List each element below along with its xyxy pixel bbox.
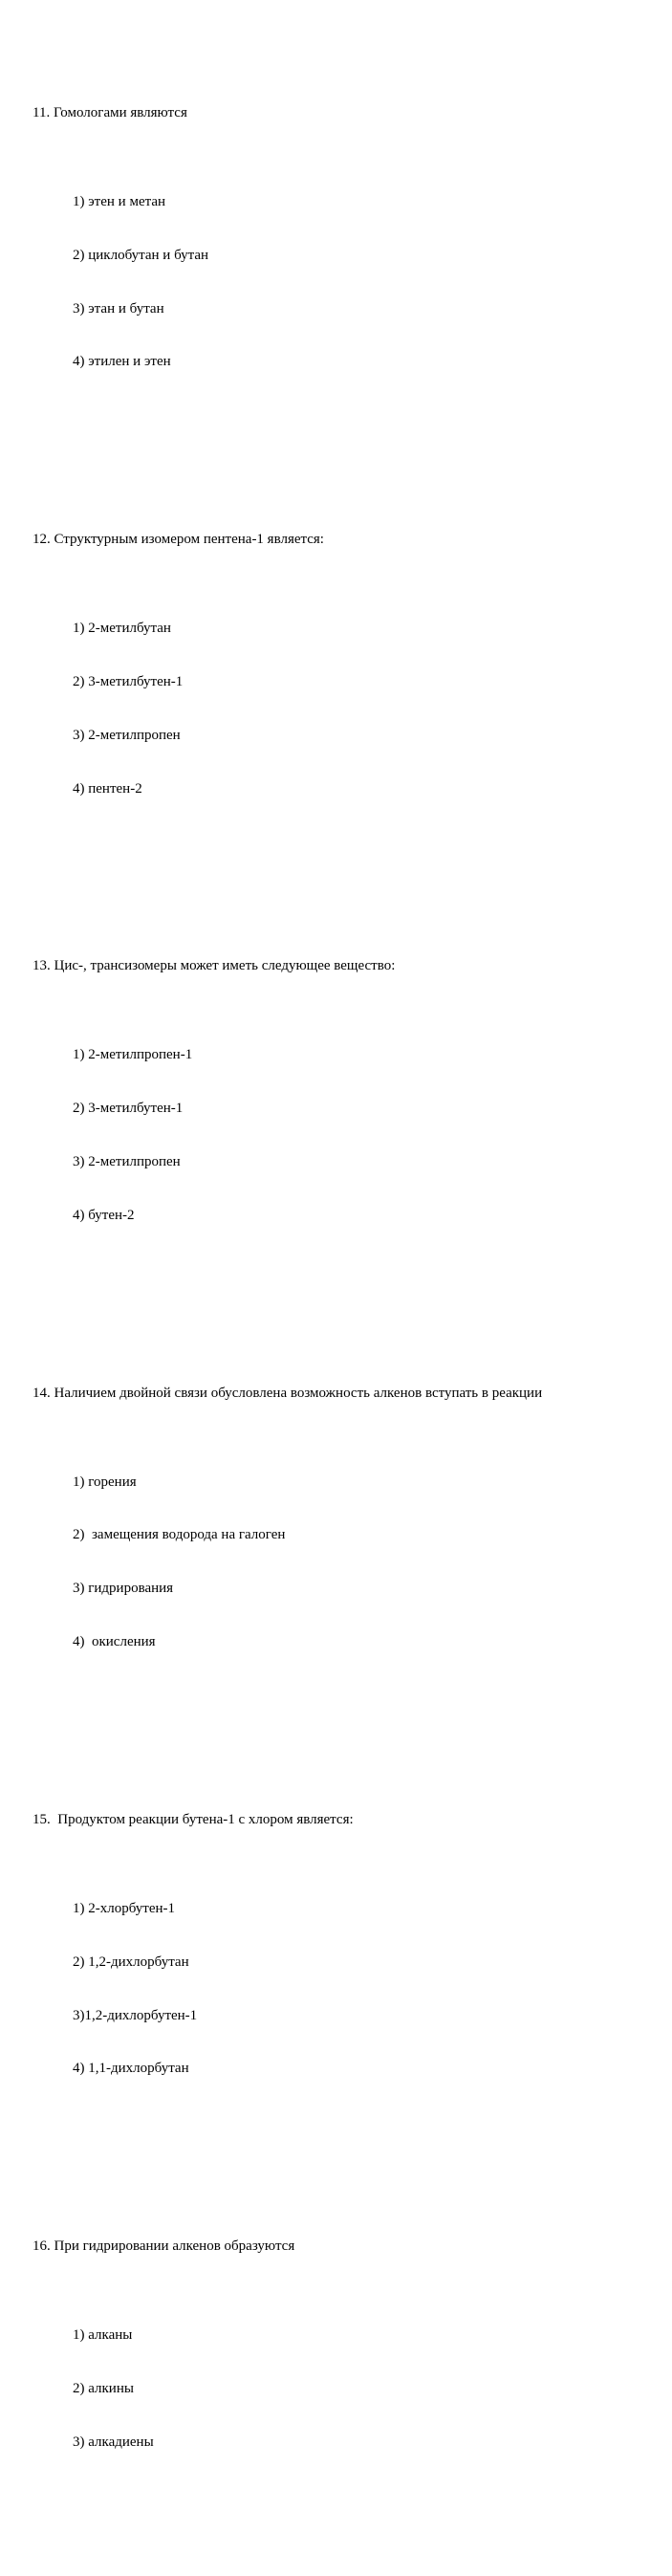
question-14	[33, 1349, 663, 1722]
answer-options	[33, 2291, 663, 2487]
answer-option: 4) этилен и этен	[73, 354, 171, 370]
answer-options	[33, 584, 663, 833]
answer-option: 1) 2-метилпропен-1	[73, 1047, 193, 1063]
question-list	[33, 15, 663, 2576]
question-13	[33, 922, 663, 1295]
answer-options	[33, 1865, 663, 2113]
answer-option: 3) гидрирования	[73, 1581, 174, 1597]
question-text: 13. Цис-, трансизомеры может иметь следующее вещество:	[33, 958, 396, 974]
answer-option: 2) 1,2-дихлорбутан	[73, 1954, 189, 1970]
answer-option: 2) 3-метилбутен-1	[73, 1101, 184, 1117]
question-11	[33, 69, 663, 442]
answer-option: 3) этан и бутан	[73, 300, 164, 317]
answer-option: 3) 2-метилпропен	[73, 727, 181, 743]
answer-option: 2) замещения водорода на галоген	[73, 1527, 286, 1543]
answer-option: 2) 3-метилбутен-1	[73, 673, 184, 689]
answer-option: 2) циклобутан и бутан	[73, 247, 209, 263]
answer-option: 4) 1,1-дихлорбутан	[73, 2061, 189, 2077]
answer-option: 3) 2-метилпропен	[73, 1154, 181, 1169]
question-text: 14. Наличием двойной связи обусловлена возможность алкенов вступать в реакции	[33, 1385, 543, 1401]
answer-option: 2) алкины	[73, 2380, 134, 2396]
answer-option: 1) горения	[73, 1474, 137, 1490]
question-16	[33, 2202, 663, 2522]
question-text: 15. Продуктом реакции бутена-1 с хлором является:	[33, 1811, 354, 1827]
answer-option: 4) окисления	[73, 1634, 156, 1650]
question-15	[33, 1776, 663, 2149]
answer-option: 3) алкадиены	[73, 2434, 154, 2450]
answer-option: 1) 2-хлорбутен-1	[73, 1900, 176, 1916]
question-text: 16. При гидрировании алкенов образуются	[33, 2238, 295, 2255]
answer-option: 3)1,2-дихлорбутен-1	[73, 2007, 198, 2023]
answer-option: 4) пентен-2	[73, 780, 142, 797]
answer-option: 4) бутен-2	[73, 1207, 135, 1223]
answer-option: 1) 2-метилбутан	[73, 621, 171, 637]
question-12	[33, 495, 663, 868]
answer-options	[33, 1011, 663, 1259]
question-text: 11. Гомологами являются	[33, 104, 187, 120]
answer-option: 1) алканы	[73, 2327, 133, 2344]
answer-option: 1) этен и метан	[73, 193, 166, 209]
answer-options	[33, 158, 663, 406]
question-text: 12. Структурным изомером пентена-1 является:	[33, 532, 324, 548]
answer-options	[33, 1438, 663, 1687]
